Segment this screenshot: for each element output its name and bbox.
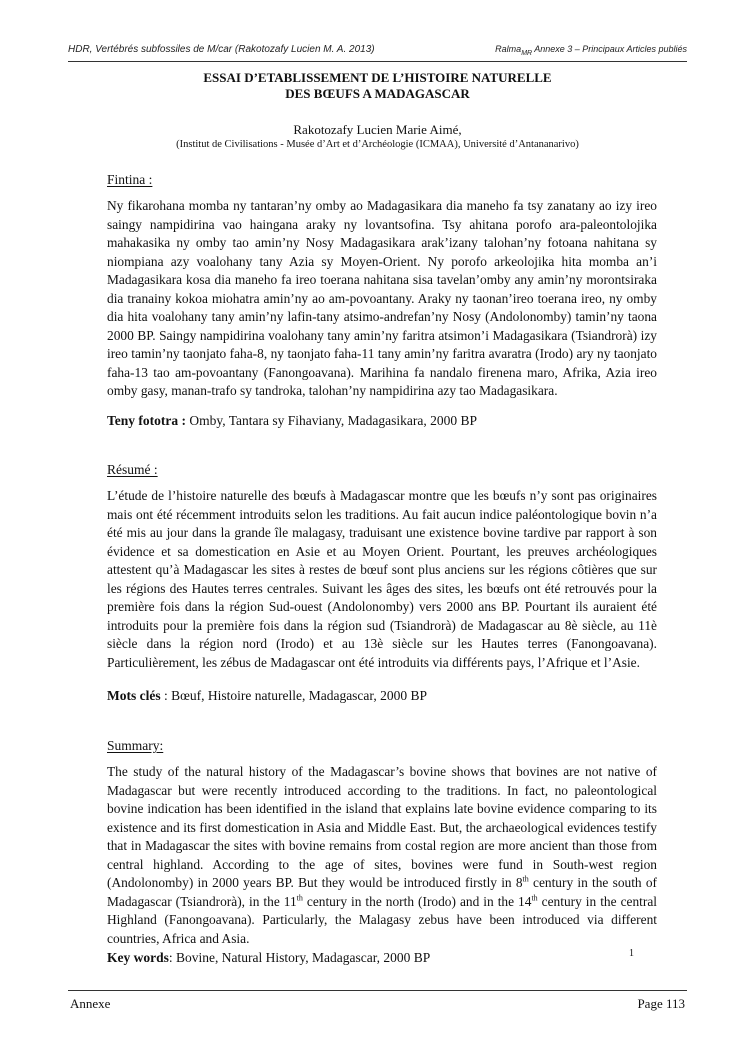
header-right-sub: MR (521, 49, 533, 57)
keywords-label: Key words (107, 950, 169, 965)
teny-label: Teny fototra : (107, 413, 186, 428)
article-page-number: 1 (629, 948, 634, 959)
footer-rule (68, 990, 687, 991)
fintina-body: Ny fikarohana momba ny tantaran’ny omby ao Madagasikara dia maneho fa tsy zanatany ao izy ireo saingy nampidirina vao haingana araky ny lovantsofina. Tsy ahitana porofo ara-paleontolojika mahakasika ny omby tao amin’ny Nosy Madagasikara arak’izany talohan’ny fotoana nahitana sy niompiana azy voalohany tany Azia sy Moyen-Orient. Ny porofo arkeolojika hita momba an’i Madagasikara kosa dia maneho fa ireo toerana nahitana sisa tavelan’omby any amin’ny morontsiraka dia tranainy kokoa miohatra amin’ny ao am-povoantany. Araky ny taonan’ireo toerana ireo, ny omby dia hita voalohany tany amin’ny lafin-tany atsimo-andrefan’ny Nosy (Andolonomby) tamin’ny taona 2000 BP. Saingy nampidirina voalohany tany amin’ny faritra atsimon’i Madagasikara (Tsiandrorà) izy ireo tamin’ny taonjato faha-8, ny taonjato faha-11 tany amin’ny faritra avaratra (Irodo) ary ny taonjato faha-13 tao am-povoantany (Fanongoavana). Marihina fa nandalo firenena maro, Afrika, Azia ireo omby gasy, manan-trafo sy tandroka, talohan’ny nampidirina azy tao Madagasikara. (107, 198, 657, 398)
teny-value: Omby, Tantara sy Fihaviany, Madagasikara, 2000 BP (186, 413, 478, 428)
summary-text-1: The study of the natural history of the Madagascar’s bovine shows that bovines are not native of Madagascar but were recently introduced according to the traditions. In fact, no paleontological bovine indication has been identified in the island that explains late bovine evidence comparing to its existence and its first domestication in Asia and Middle East. But, the archaeological evidences testify that in Madagascar the sites with bovine remains from costal region are more ancient than those from central highland. According to the age of sites, bovines were fund in South-west region (Andolonomby) in 2000 years BP. But they would be introduced firstly in 8 (107, 764, 657, 890)
summary-sup-3: th (531, 893, 538, 903)
affiliation: (Institut de Civilisations - Musée d’Art et d’Archéologie (ICMAA), Université d’Antananarivo) (176, 139, 579, 150)
summary-sup-2: th (296, 893, 303, 903)
header-left: HDR, Vertébrés subfossiles de M/car (Rakotozafy Lucien M. A. 2013) (68, 44, 375, 55)
title-line-1: ESSAI D’ETABLISSEMENT DE L’HISTOIRE NATURELLE (203, 70, 552, 85)
title-line-2: DES BŒUFS A MADAGASCAR (285, 86, 470, 101)
summary-body (107, 763, 657, 948)
header-right-prefix: Ralma (495, 44, 522, 54)
summary-text-2: century in the south of Madagascar (Tsiandrorà), in the 11 (107, 875, 657, 909)
header-right-suffix: Annexe 3 – Principaux Articles publiés (532, 44, 687, 54)
resume-body: L’étude de l’histoire naturelle des bœufs à Madagascar montre que les bœufs n’y sont pas originaires mais ont été récemment introduits selon les traditions. Au fait aucun indice paléontologique bovin n’a été mis au jour dans la grande île malagasy, traduisant une existence bovine tardive par rapport à son évidence et sa domestication en Asie et au Moyen Orient. Pourtant, les preuves archéologiques attestent qu’à Madagascar les sites à restes de bœuf sont plus anciens sur les régions côtières que sur les régions des Hautes terres centrales. Suivant les âges des sites, les bœufs ont été retrouvés pour la première fois dans la région Sud-ouest (Andolonomby) vers 2000 ans BP. Pourtant ils auraient été introduits pour la première fois dans la région sud (Tsiandrorà) de Madagascar au 8è siècle, au 11è siècle dans la région nord (Irodo) et au 13è siècle sur les Hautes terres (Fanongoavana). Particulièrement, les zébus de Madagascar ont été introduits via différents pays, l’Afrique et l’Asie. (107, 488, 657, 670)
summary-sup-1: th (522, 874, 529, 884)
footer-page-number: Page 113 (637, 996, 685, 1011)
article-title (68, 70, 687, 102)
summary-heading: Summary: (107, 738, 164, 753)
keywords-value: : Bovine, Natural History, Madagascar, 2000 BP (168, 950, 431, 965)
resume-heading: Résumé : (107, 462, 158, 477)
key-words (107, 950, 430, 966)
header-right (495, 44, 687, 57)
mots-cles (107, 688, 427, 704)
header-rule (68, 61, 687, 62)
running-header (68, 44, 687, 60)
summary-text-4: century in the central Highland (Fanongoavana). Particularly, the Malagasy zebus have been introduced via different countries, Africa and Asia. (107, 893, 657, 946)
mots-label: Mots clés (107, 688, 161, 703)
mots-value: : Bœuf, Histoire naturelle, Madagascar, 2000 BP (160, 688, 428, 703)
footer-left: Annexe (70, 996, 111, 1011)
fintina-heading: Fintina : (107, 172, 153, 187)
author: Rakotozafy Lucien Marie Aimé, (293, 122, 462, 137)
teny-fototra (107, 413, 477, 429)
summary-text-3: century in the north (Irodo) and in the 14 (302, 893, 532, 909)
